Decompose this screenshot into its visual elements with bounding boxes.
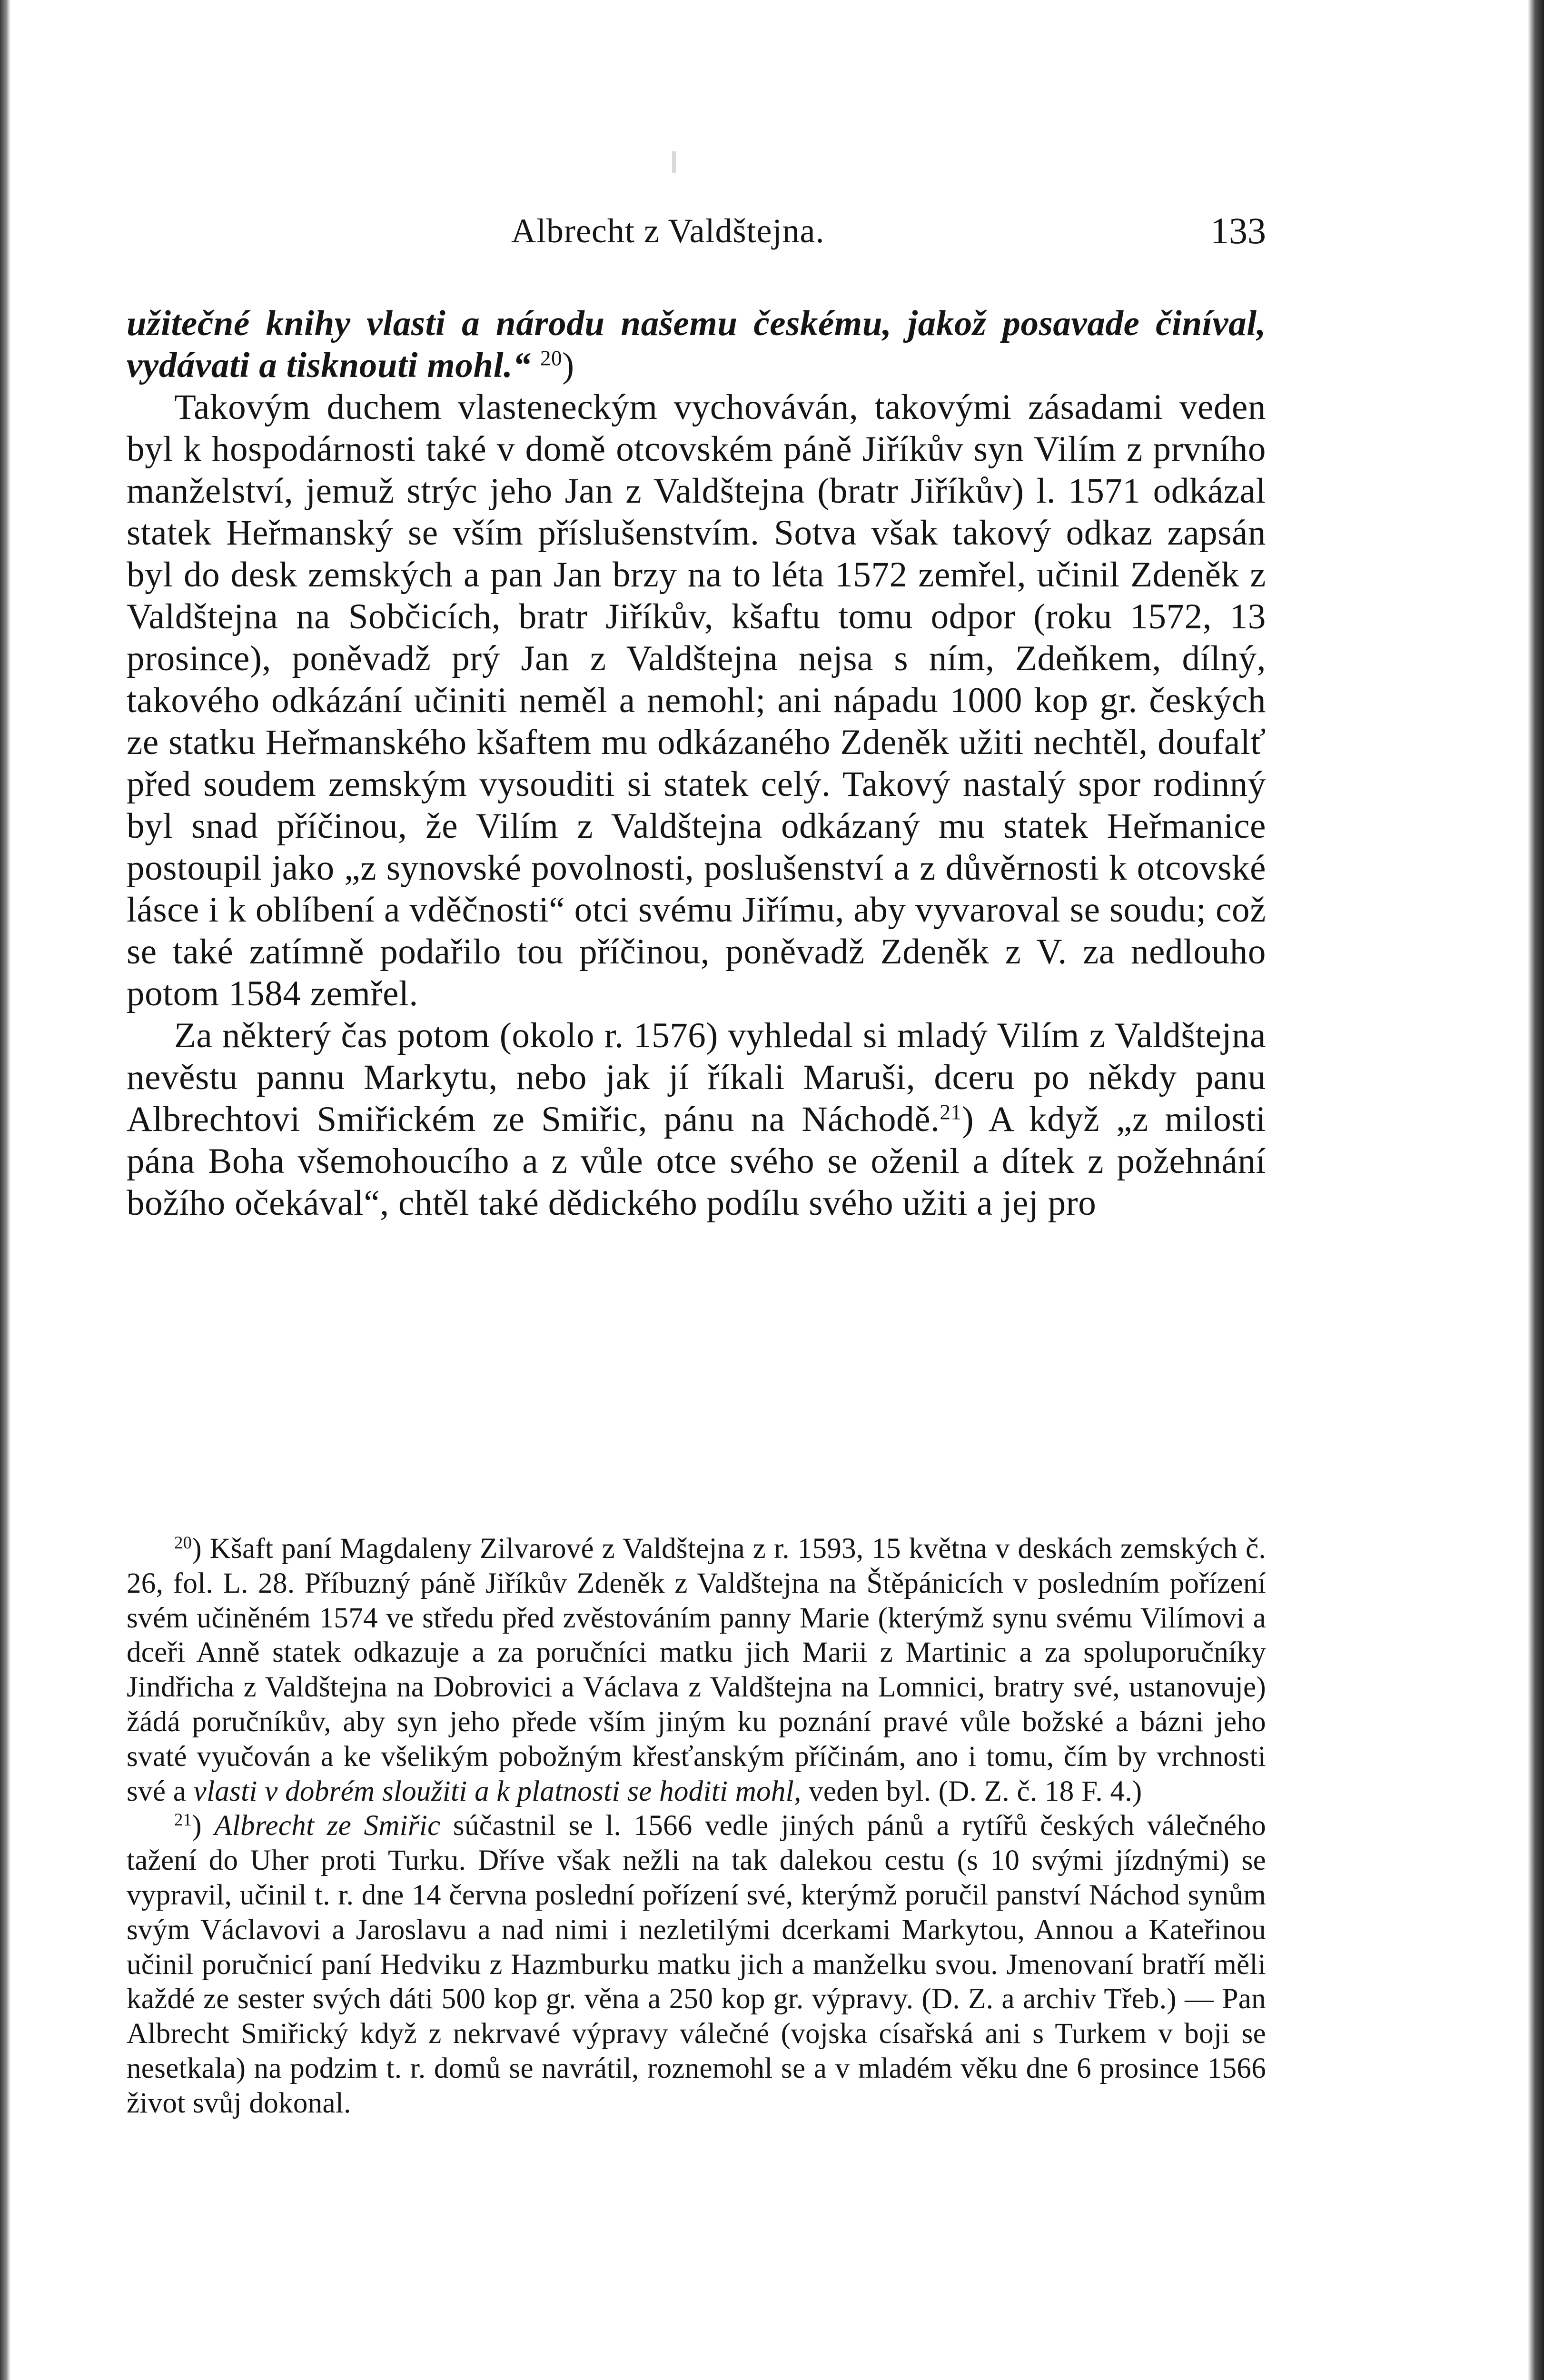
main-text <box>127 303 1266 1224</box>
scan-edge-right <box>1528 0 1544 2380</box>
footnote-20-text-a: ) Kšaft paní Magdaleny Zilvarové z Valdštejna z r. 1593, 15 května v deskách zemských č. 26, fol. L. 28. Příbuzný páně Jiříkův Zdeněk z Valdštejna na Štěpánicích v posledním pořízení svém učiněném 1574 ve středu před zvěstováním panny Marie (kterýmž synu svému Vilímovi a dceři Anně statek odkazuje a za poručníci matku jich Marii z Martinic a za spoluporučníky Jindřicha z Valdštejna na Dobrovici a Václava z Valdštejna na Lomnici, bratry své, ustanovuje) žádá poručníkův, aby syn jeho přede vším jiným ku poznání pravé vůle božské a bázni jeho svaté vyučován a ke všelikým pobožným křesťanským příčinám, ano i tomu, čím by vrchnosti své a <box>127 1533 1266 1807</box>
footnote-20-text-b: veden byl. (D. Z. č. 18 F. 4.) <box>801 1775 1142 1807</box>
emphasized-quote: užitečné knihy vlasti a národu našemu českému, jakož posavade činíval, vydávati a tisknouti mohl.“ <box>127 304 1266 385</box>
footnote-21-paren: ) <box>192 1810 215 1842</box>
footnotes <box>127 1532 1266 2121</box>
footnote-21-emphasis: Albrecht ze Smiřic <box>214 1810 441 1842</box>
running-title: Albrecht z Valdštejna. <box>511 212 825 250</box>
running-head <box>127 209 1266 252</box>
footnote-marker-21: 21 <box>174 1810 192 1830</box>
footnote-21 <box>127 1809 1266 2121</box>
footnote-ref-21: 21 <box>940 1100 962 1124</box>
paragraph-marriage-text-b: ) A když „z milosti pána Boha všemohoucího a z vůle otce svého se oženil a dítek z požehnání božího očekával“, chtěl také dědického podílu svého užiti a jej pro <box>127 1100 1266 1223</box>
scan-edge-left <box>0 0 10 2380</box>
paragraph-marriage <box>127 1015 1266 1224</box>
footnote-20 <box>127 1532 1266 1809</box>
paragraph-marriage-text-a: Za některý čas potom (okolo r. 1576) vyhledal si mladý Vilím z Valdštejna nevěstu pannu Markytu, nebo jak jí říkali Maruši, dceru po někdy panu Albrechtovi Smiřickém ze Smiřic, pánu na Náchodě. <box>127 1016 1266 1139</box>
page-number: 133 <box>1210 210 1266 251</box>
ref-close: ) <box>562 346 574 385</box>
footnote-20-emphasis: vlasti v dobrém sloužiti a k platnosti se hoditi mohl, <box>193 1775 802 1807</box>
paragraph-inheritance: Takovým duchem vlasteneckým vychováván, takovými zásadami veden byl k hospodárnosti také v domě otcovském páně Jiříkův syn Vilím z prvního manželství, jemuž strýc jeho Jan z Valdštejna (bratr Jiříkův) l. 1571 odkázal statek Heřmanský se vším příslušenstvím. Sotva však takový odkaz zapsán byl do desk zemských a pan Jan brzy na to léta 1572 zemřel, učinil Zdeněk z Valdštejna na Sobčicích, bratr Jiříkův, kšaftu tomu odpor (roku 1572, 13 prosince), poněvadž prý Jan z Valdštejna nejsa s ním, Zdeňkem, dílný, takového odkázání učiniti neměl a nemohl; ani nápadu 1000 kop gr. českých ze statku Heřmanského kšaftem mu odkázaného Zdeněk užiti nechtěl, doufalť před soudem zemským vysouditi si statek celý. Takový nastalý spor rodinný byl snad příčinou, že Vilím z Valdštejna odkázaný mu statek Heřmanice postoupil jako „z synovské povolnosti, poslušenství a z důvěrnosti k otcovské lásce i k oblíbení a vděčnosti“ otci svému Jiřímu, aby vyvaroval se soudu; což se také zatímně podařilo tou příčinou, poněvadž Zdeněk z V. za nedlouho potom 1584 zemřel. <box>127 387 1266 1013</box>
scan-mark <box>672 151 676 173</box>
footnote-marker-20: 20 <box>174 1532 192 1552</box>
footnote-ref-20: 20 <box>540 346 563 370</box>
footnote-21-text: súčastnil se l. 1566 vedle jiných pánů a rytířů českých válečného tažení do Uher proti Turku. Dříve však nežli na tak dalekou cestu (s 10 svými jízdnými) se vypravil, učinil t. r. dne 14 června poslední pořízení své, kterýmž poručil panství Náchod synům svým Václavovi a Jaroslavu a nad nimi i nezletilými dcerkami Markytou, Annou a Kateřinou učinil poručnicí paní Hedviku z Hazmburku matku jich a manželku svou. Jmenovaní bratří měli každé ze sester svých dáti 500 kop gr. věna a 250 kop gr. výpravy. (D. Z. a archiv Třeb.) — Pan Albrecht Smiřický když z nekrvavé výpravy válečné (vojska císařská ani s Turkem v boji se nesetkala) na podzim t. r. domů se navrátil, roznemohl se a v mladém věku dne 6 prosince 1566 život svůj dokonal. <box>127 1810 1266 2119</box>
paragraph-continuation <box>127 303 1266 387</box>
